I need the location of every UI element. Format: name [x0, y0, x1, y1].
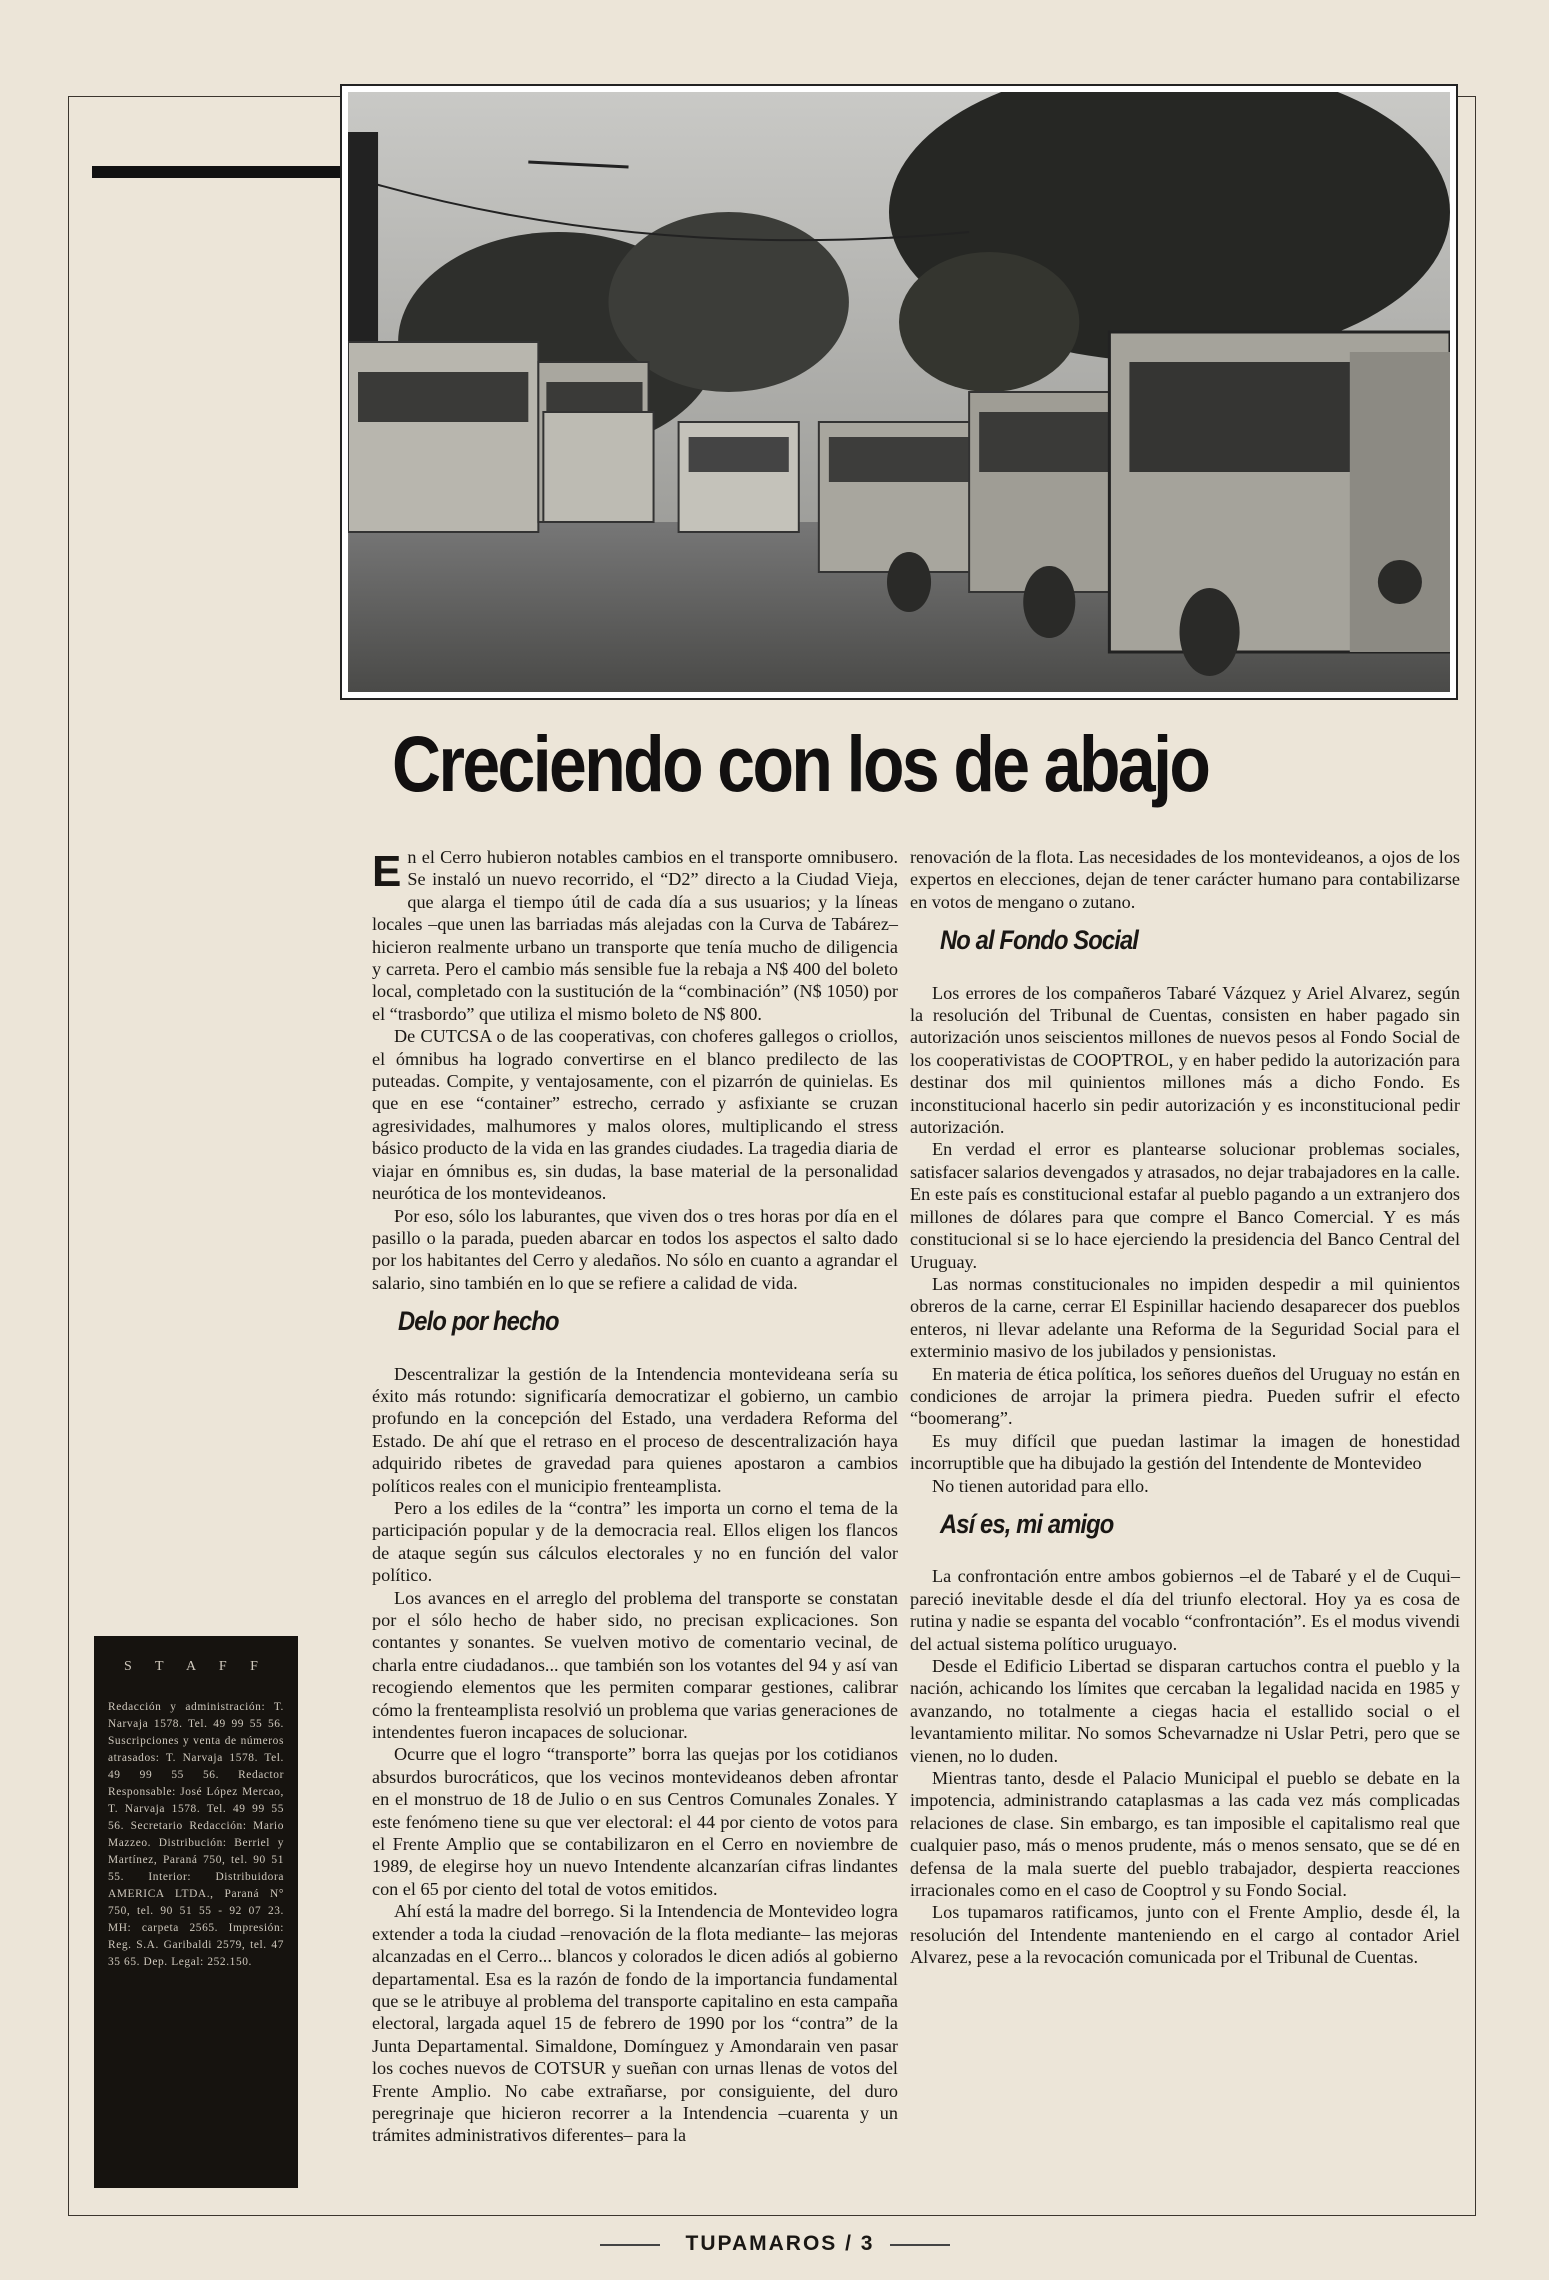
- article-paragraph: Por eso, sólo los laburantes, que viven dos o tres horas por día en el pasillo o la parada, pueden abarcar en todos los aspectos el salto dado por los habitantes del Cerro y aledaños. No sólo en cuanto a agrandar el salario, sino también en lo que se refiere a calidad de vida.: [372, 1205, 898, 1293]
- section-subhead: Delo por hecho: [398, 1306, 559, 1337]
- article-paragraph: Es muy difícil que puedan lastimar la imagen de honestidad incorruptible que ha dibujado la gestión del Intendente de Montevideo: [910, 1430, 1460, 1474]
- article-paragraph: Los avances en el arreglo del problema del transporte se constatan por el sólo hecho de haber sido, no precisan explicaciones. Son contantes y sonantes. Se vuelven motivo de comentario vecinal, de charla entre ciudadanos... que también son los votantes del 94 y así van recogiendo elementos que les permiten comparar gestiones, calibrar cómo la frenteamplista resolvió un problema que varias generaciones de intendentes fueron incapaces de solucionar.: [372, 1587, 898, 1743]
- page-footer: TUPAMAROS / 3: [685, 2232, 875, 2255]
- article-paragraph: La confrontación entre ambos gobiernos –el de Tabaré y el de Cuqui– pareció inevitable desde el día del triunfo electoral. Hoy ya es cosa de rutina y nadie se espanta del vocablo “confrontación”. Es el modus vivendi del actual sistema político uruguayo.: [910, 1566, 1460, 1654]
- article-paragraph: En verdad el error es plantearse solucionar problemas sociales, satisfacer salarios devengados y atrasados, no dejar trabajadores en la calle. En este país es constitucional estafar al pueblo pagando a un extranjero dos millones de dólares para que compre el Banco Comercial. Y es más constitucional si se lo hace ejerciendo la presidencia del Banco Central del Uruguay.: [910, 1139, 1460, 1272]
- article-paragraph: Los errores de los compañeros Tabaré Vázquez y Ariel Alvarez, según la resolución del Tribunal de Cuentas, consisten en haber pagado sin autorización unos seiscientos millones de nuevos pesos al Fondo Social de los cooperativistas de COOPTROL, y en haber pedido la autorización para destinar dos mil quinientos millones más a dicho Fondo. Es inconstitucional hacerlo sin pedir autorización y es inconstitucional pedir autorización.: [910, 982, 1460, 1138]
- article-paragraph: Mientras tanto, desde el Palacio Municipal el pueblo se debate en la impotencia, administrando cataplasmas a las cada vez más complicadas relaciones de clase. Sin embargo, es tan imposible el capitalismo real que cualquier paso, más o menos prudente, más o menos sensato, que se dé en defensa de la mala suerte del pueblo trabajador, despierta reacciones irracionales como en el caso de Cooptrol y su Fondo Social.: [910, 1768, 1460, 1901]
- article-paragraph: Desde el Edificio Libertad se disparan cartuchos contra el pueblo y la nación, achicando los límites que cercaban la legalidad nacida en 1985 y avanzando, no totalmente a ciegas hacia el estallido social o el levantamiento militar. No somos Schevarnadze ni Uslar Petri, pero que se vienen, no lo duden.: [910, 1656, 1460, 1766]
- bus-photo: [340, 84, 1458, 700]
- staff-credits: Redacción y administración: T. Narvaja 1578. Tel. 49 99 55 56. Suscripciones y venta de números atrasados: T. Narvaja 1578. Tel. 49 99 55 56. Redactor Responsable: José López Mercao, T. Narvaja 1578. Tel. 49 99 55 56. Secretario Redacción: Mario Mazzeo. Distribución: Berriel y Martínez, Paraná 750, tel. 90 51 55. Interior: Distribuidora AMERICA LTDA., Paraná N° 750, tel. 90 51 55 - 92 07 23. MH: carpeta 2565. Impresión: Reg. S.A. Garibaldi 2579, tel. 47 35 65. Dep. Legal: 252.150.: [108, 1701, 284, 1968]
- article-paragraph: Pero a los ediles de la “contra” les importa un corno el tema de la participación popular y de la democracia real. Ellos eligen los flancos de ataque según sus cálculos electorales y no en función del valor político.: [372, 1497, 898, 1586]
- paragraph-text: n el Cerro hubieron notables cambios en el transporte omnibusero. Se instaló un nuevo recorrido, el “D2” directo a la Ciudad Vieja, que alarga el tiempo útil de cada día a sus usuarios; y la líneas locales –que unen las barriadas más alejadas con la Curva de Tabárez– hicieron realmente urbano un transporte que tenía mucho de diligencia y carreta. Pero el cambio más sensible fue la rebaja a N$ 400 del boleto local, completado con la sustitución de la “combinación” (N$ 1050) por el “trasbordo” que utiliza el mismo boleto de N$ 800.: [372, 847, 898, 1024]
- article-paragraph: [372, 846, 898, 1025]
- article-paragraph: Ocurre que el logro “transporte” borra las quejas por los cotidianos absurdos burocráticos, que los vecinos montevideanos deben afrontar en el monstruo de 18 de Julio o en sus Centros Comunales Zonales. Y este fenómeno tiene su que ver electoral: el 44 por ciento de votos para el Frente Amplio que se contabilizaron en el Cerro en noviembre de 1989, de elegirse hoy un nuevo Intendente alcanzarían cifras lindantes con el 65 por ciento del total de votos emitidos.: [372, 1744, 898, 1899]
- decorative-rule: [92, 166, 342, 178]
- drop-cap: E: [372, 847, 402, 896]
- article-paragraph: En materia de ética política, los señores dueños del Uruguay no están en condiciones de arrojar la primera piedra. Pueden sufrir el efecto “boomerang”.: [910, 1363, 1460, 1429]
- article-paragraph: Los tupamaros ratificamos, junto con el Frente Amplio, desde él, la resolución del Intendente manteniendo en el cargo al contador Ariel Alvarez, pese a la revocación comunicada por el Tribunal de Cuentas.: [910, 1902, 1460, 1968]
- section-subhead: No al Fondo Social: [940, 925, 1139, 956]
- article-paragraph: renovación de la flota. Las necesidades de los montevideanos, a ojos de los expertos en elecciones, dejan de tener carácter humano para contabilizarse en votos de mengano o zutano.: [910, 847, 1460, 912]
- section-subhead: Así es, mi amigo: [940, 1508, 1114, 1539]
- article-paragraph: De CUTCSA o de las cooperativas, con choferes gallegos o criollos, el ómnibus ha logrado convertirse en el blanco predilecto de las puteadas. Compite, y ventajosamente, con el pizarrón de quinielas. Es que en ese “container” estrecho, cerrado y asfixiante se cruzan agresividades, malhumores y malos olores, multiplicando el stress básico producto de la vida en las grandes ciudades. La tragedia diaria de viajar en ómnibus es, sin dudas, la base material de la personalidad neurótica de los montevideanos.: [372, 1026, 898, 1204]
- article-headline: Creciendo con los de abajo: [392, 719, 1209, 808]
- photo-illustration: [348, 92, 1450, 692]
- staff-box: [94, 1636, 298, 2188]
- article-column-2: [910, 846, 1460, 1969]
- staff-title: S T A F F: [124, 1659, 268, 1674]
- article-column-1: [372, 846, 898, 2147]
- article-paragraph: Ahí está la madre del borrego. Si la Intendencia de Montevideo logra extender a toda la ciudad –renovación de la flota mediante– las mejoras alcanzadas en el Cerro... blancos y colorados le dicen adiós al gobierno departamental. Esa es la razón de fondo de la importancia fundamental que se le atribuye al problema del transporte capitalino en esta campaña electoral, largada aquel 15 de febrero de 1990 por los “contra” de la Junta Departamental. Simaldone, Domínguez y Amondarain ven pasar los coches nuevos de COTSUR y sueñan con urnas llenas de votos del Frente Amplio. No cabe extrañarse, por consiguiente, del duro peregrinaje que hicieron recorrer a la Intendencia –cuarenta y un trámites administrativos diferentes– para la: [372, 1901, 898, 2146]
- article-paragraph: Descentralizar la gestión de la Intendencia montevideana sería su éxito más rotundo: significaría democratizar el gobierno, un cambio profundo en la concepción del Estado, una verdadera Reforma del Estado. De ahí que el retraso en el proceso de descentralización haya adquirido ribetes de gravedad para quienes apostaron a cambios políticos reales con el municipio frenteamplista.: [372, 1363, 898, 1496]
- article-paragraph: No tienen autoridad para ello.: [932, 1475, 1149, 1496]
- article-paragraph: Las normas constitucionales no impiden despedir a mil quinientos obreros de la carne, cerrar El Espinillar haciendo desaparecer dos pueblos enteros, ni llevar adelante una Reforma de la Seguridad Social para el exterminio masivo de los jubilados y pensionistas.: [910, 1273, 1460, 1362]
